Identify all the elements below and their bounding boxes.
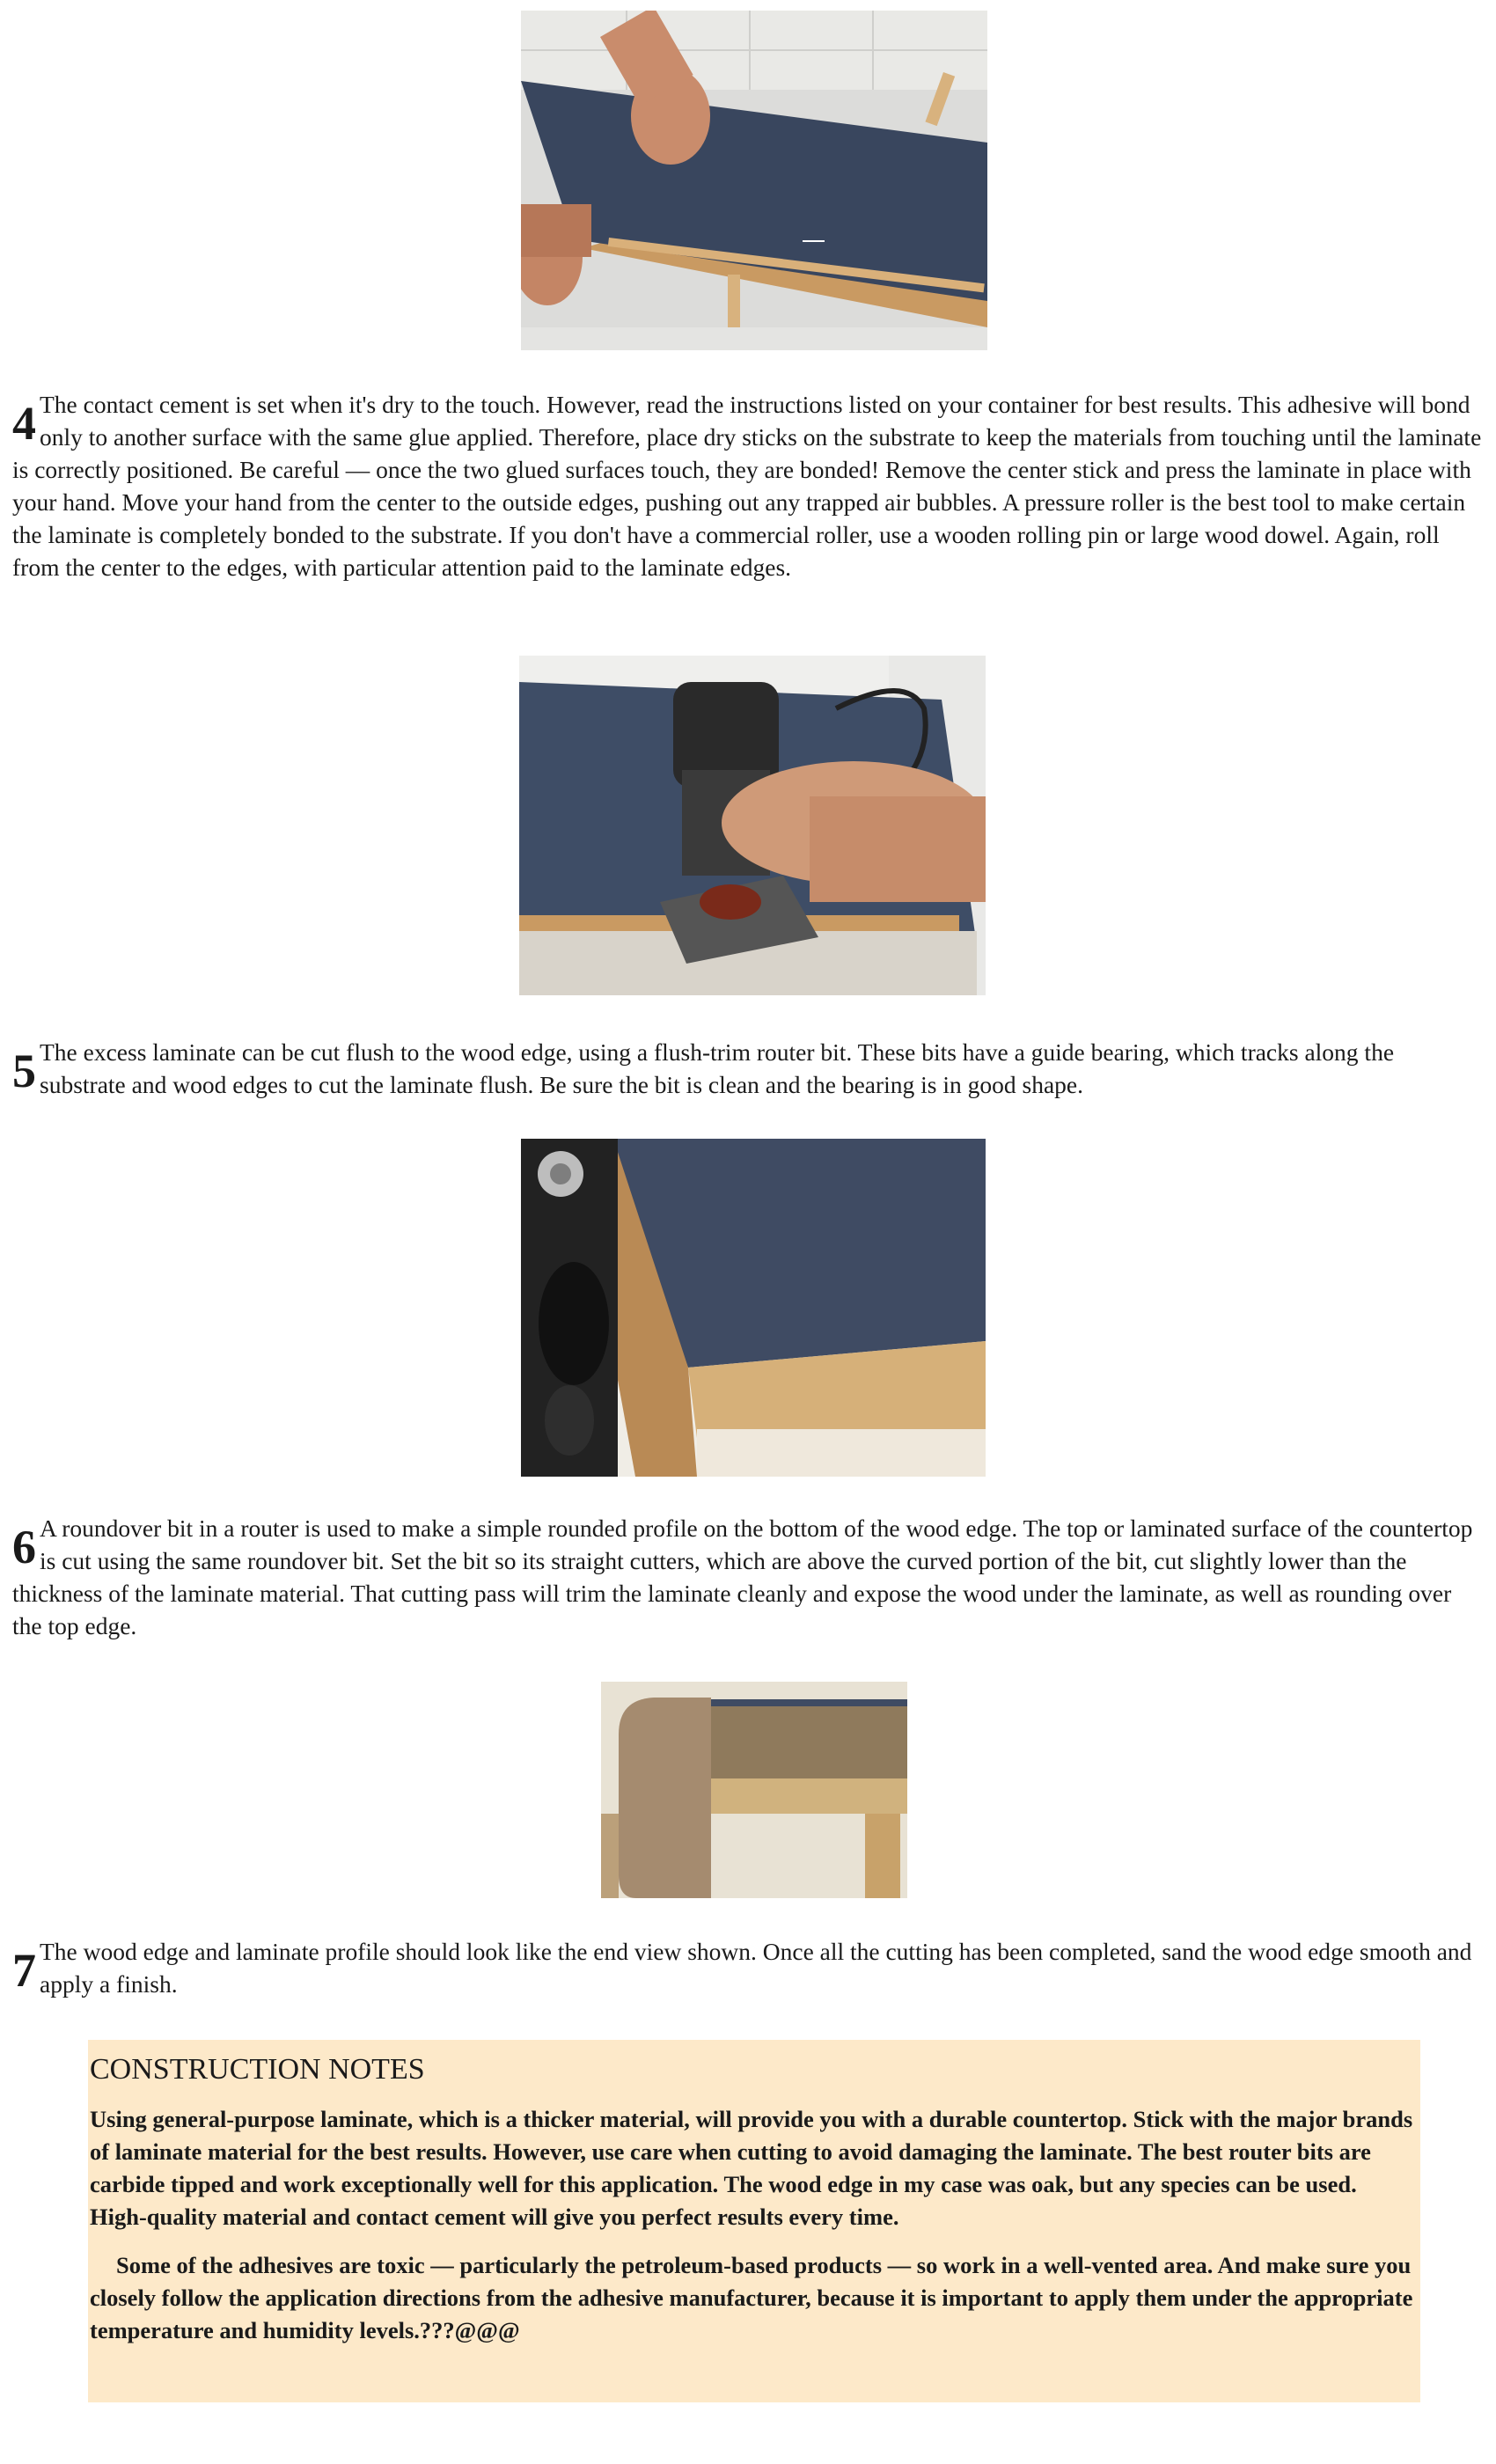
- step-number: 6: [12, 1521, 36, 1573]
- step-number: 4: [12, 397, 36, 450]
- step-6: [12, 1512, 1484, 1642]
- notes-paragraph: Some of the adhesives are toxic — particularly the petroleum-based products — so work in a well-vented area. And make sure you closely follow the application directions from the adhesive manufacturer, because it is important to apply them under the appropriate temperature and humidity levels.???@@@: [90, 2252, 1413, 2343]
- construction-notes: [88, 2040, 1420, 2402]
- step-text: The contact cement is set when it's dry to the touch. However, read the instructions listed on your container for best results. This adhesive will bond only to another surface with the same glue applied. Therefore, place dry sticks on the substrate to keep the materials from touching until the laminate is correctly positioned. Be careful — once the two glued surfaces touch, they are bonded! Remove the center stick and press the laminate in place with your hand. Move your hand from the center to the outside edges, pushing out any trapped air bubbles. A pressure roller is the best tool to make certain the laminate is completely bonded to the substrate. If you don't have a commercial roller, use a wooden rolling pin or large wood dowel. Again, roll from the center to the edges, with particular attention paid to the laminate edges.: [12, 391, 1482, 581]
- photo-end-view-icon: [601, 1682, 907, 1898]
- step-text: The wood edge and laminate profile should look like the end view shown. Once all the cutting has been completed, sand the wood edge smooth and apply a finish.: [40, 1938, 1472, 1998]
- step-4: [12, 388, 1484, 583]
- notes-paragraph: Using general-purpose laminate, which is a thicker material, will provide you with a durable countertop. Stick with the major brands of laminate material for the best results. However, use care when cutting to avoid damaging the laminate. The best router bits are carbide tipped and work exceptionally well for this application. The wood edge in my case was oak, but any species can be used. High-quality material and contact cement will give you perfect results every time.: [90, 2106, 1413, 2230]
- step-text: The excess laminate can be cut flush to the wood edge, using a flush-trim router bit. These bits have a guide bearing, which tracks along the substrate and wood edges to cut the laminate flush. Be sure the bit is clean and the bearing is in good shape.: [40, 1038, 1395, 1098]
- notes-title: CONSTRUCTION NOTES: [90, 2053, 425, 2086]
- step-7: [12, 1935, 1484, 2000]
- step-text: A roundover bit in a router is used to make a simple rounded profile on the bottom of the wood edge. The top or laminated surface of the countertop is cut using the same roundover bit. Set the bit so its straight cutters, which are above the curved portion of the bit, cut slightly lower than the thickness of the laminate material. That cutting pass will trim the laminate cleanly and expose the wood under the laminate, as well as rounding over the top edge.: [12, 1514, 1473, 1639]
- step-number: 7: [12, 1944, 36, 1997]
- photo-laminate-positioning-icon: [521, 11, 987, 350]
- step-number: 5: [12, 1045, 36, 1097]
- photo-roundover-edge-icon: [521, 1139, 986, 1477]
- photo-router-trimming-icon: [519, 656, 986, 995]
- step-5: [12, 1036, 1484, 1101]
